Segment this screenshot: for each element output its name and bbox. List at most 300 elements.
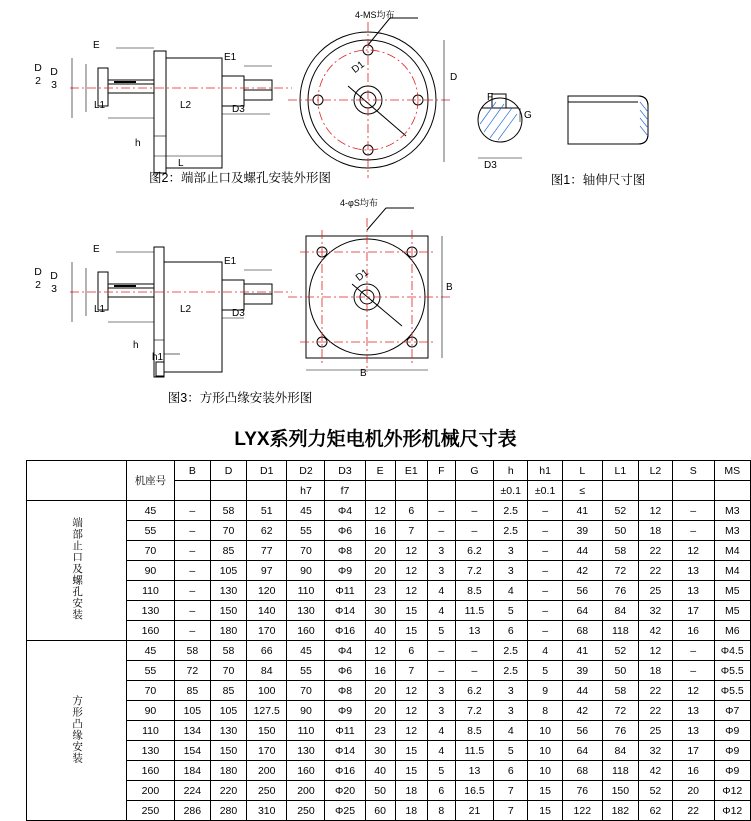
cell-e1: 12 bbox=[395, 541, 427, 561]
cell-h: 4 bbox=[494, 721, 528, 741]
cell-h: 2.5 bbox=[494, 521, 528, 541]
cell-l: 44 bbox=[562, 681, 602, 701]
table-row bbox=[27, 741, 751, 761]
cell-d2: 45 bbox=[287, 641, 325, 661]
cell-d: 58 bbox=[210, 501, 246, 521]
cell-d2: 250 bbox=[287, 801, 325, 821]
cell-h1: 4 bbox=[528, 641, 562, 661]
label-d-fig2: D bbox=[450, 72, 458, 83]
cell-机座号: 55 bbox=[127, 661, 175, 681]
cell-e1: 12 bbox=[395, 561, 427, 581]
cell-s: 13 bbox=[672, 581, 714, 601]
cell-l2: 22 bbox=[638, 681, 672, 701]
cell-d1: 100 bbox=[247, 681, 287, 701]
cell-ms: Φ7 bbox=[714, 701, 751, 721]
cell-s: 16 bbox=[672, 621, 714, 641]
table-row bbox=[27, 721, 751, 741]
cell-f: 5 bbox=[427, 761, 455, 781]
cell-机座号: 110 bbox=[127, 581, 175, 601]
cell-d: 85 bbox=[210, 541, 246, 561]
cell-d: 130 bbox=[210, 581, 246, 601]
th-group-col bbox=[27, 461, 127, 501]
th-g: G bbox=[455, 461, 493, 481]
cell-d2: 200 bbox=[287, 781, 325, 801]
sub-b bbox=[174, 481, 210, 501]
cell-e: 30 bbox=[365, 601, 395, 621]
cell-l1: 118 bbox=[602, 621, 638, 641]
th-e1: E1 bbox=[395, 461, 427, 481]
cell-l: 42 bbox=[562, 561, 602, 581]
cell-l: 56 bbox=[562, 581, 602, 601]
sub-l1 bbox=[602, 481, 638, 501]
cell-b: – bbox=[174, 601, 210, 621]
cell-e: 12 bbox=[365, 641, 395, 661]
cell-d3: Φ16 bbox=[325, 621, 365, 641]
cell-l: 56 bbox=[562, 721, 602, 741]
cell-e: 16 bbox=[365, 521, 395, 541]
figure-2-end-view bbox=[278, 12, 458, 182]
cell-d1: 150 bbox=[247, 721, 287, 741]
cell-d: 105 bbox=[210, 701, 246, 721]
cell-f: 3 bbox=[427, 561, 455, 581]
table-head bbox=[27, 461, 751, 501]
cell-d3: Φ8 bbox=[325, 541, 365, 561]
cell-b: – bbox=[174, 501, 210, 521]
cell-e: 50 bbox=[365, 781, 395, 801]
cell-e1: 18 bbox=[395, 781, 427, 801]
cell-d2: 45 bbox=[287, 501, 325, 521]
table-row bbox=[27, 621, 751, 641]
cell-d1: 170 bbox=[247, 741, 287, 761]
th-d: D bbox=[210, 461, 246, 481]
th-e: E bbox=[365, 461, 395, 481]
cell-s: – bbox=[672, 661, 714, 681]
cell-e: 23 bbox=[365, 721, 395, 741]
cell-ms: Φ9 bbox=[714, 721, 751, 741]
dimension-table-wrap bbox=[26, 460, 751, 821]
cell-s: 22 bbox=[672, 801, 714, 821]
figure-1-caption: 图1：轴伸尺寸图 bbox=[550, 173, 646, 187]
table-row bbox=[27, 781, 751, 801]
cell-g: – bbox=[455, 661, 493, 681]
cell-e: 12 bbox=[365, 501, 395, 521]
th-d3: D3 bbox=[325, 461, 365, 481]
cell-l: 68 bbox=[562, 761, 602, 781]
cell-e: 60 bbox=[365, 801, 395, 821]
cell-h1: – bbox=[528, 621, 562, 641]
cell-h1: 10 bbox=[528, 721, 562, 741]
sub-h: ±0.1 bbox=[494, 481, 528, 501]
label-b-right-fig3: B bbox=[446, 282, 453, 293]
label-b-bottom-fig3: B bbox=[360, 368, 367, 379]
th-h1: h1 bbox=[528, 461, 562, 481]
table-row bbox=[27, 561, 751, 581]
table-title: LYX系列力矩电机外形机械尺寸表 bbox=[234, 429, 517, 450]
cell-h1: – bbox=[528, 581, 562, 601]
cell-f: 4 bbox=[427, 601, 455, 621]
cell-s: 16 bbox=[672, 761, 714, 781]
cell-f: – bbox=[427, 661, 455, 681]
cell-d1: 310 bbox=[247, 801, 287, 821]
cell-ms: M4 bbox=[714, 541, 751, 561]
cell-e: 20 bbox=[365, 541, 395, 561]
cell-e1: 6 bbox=[395, 641, 427, 661]
label-e-fig3: E bbox=[93, 244, 100, 255]
cell-e1: 12 bbox=[395, 721, 427, 741]
cell-l1: 72 bbox=[602, 561, 638, 581]
cell-f: 3 bbox=[427, 681, 455, 701]
cell-d3: Φ25 bbox=[325, 801, 365, 821]
th-b: B bbox=[174, 461, 210, 481]
cell-l1: 84 bbox=[602, 741, 638, 761]
table-row bbox=[27, 761, 751, 781]
cell-f: 8 bbox=[427, 801, 455, 821]
cell-l2: 12 bbox=[638, 501, 672, 521]
cell-d2: 160 bbox=[287, 621, 325, 641]
cell-d: 180 bbox=[210, 761, 246, 781]
cell-s: 17 bbox=[672, 741, 714, 761]
table-row bbox=[27, 661, 751, 681]
sub-f bbox=[427, 481, 455, 501]
cell-s: 13 bbox=[672, 721, 714, 741]
cell-机座号: 70 bbox=[127, 681, 175, 701]
cell-h1: 9 bbox=[528, 681, 562, 701]
cell-l2: 25 bbox=[638, 581, 672, 601]
cell-g: 8.5 bbox=[455, 721, 493, 741]
cell-h1: 15 bbox=[528, 801, 562, 821]
cell-d3: Φ16 bbox=[325, 761, 365, 781]
cell-h: 2.5 bbox=[494, 641, 528, 661]
cell-g: 6.2 bbox=[455, 681, 493, 701]
cell-l1: 58 bbox=[602, 681, 638, 701]
cell-l: 41 bbox=[562, 501, 602, 521]
label-d3b-fig2: D3 bbox=[232, 104, 245, 115]
cell-ms: M4 bbox=[714, 561, 751, 581]
cell-b: 184 bbox=[174, 761, 210, 781]
sub-d2: h7 bbox=[287, 481, 325, 501]
cell-d2: 70 bbox=[287, 681, 325, 701]
cell-l1: 50 bbox=[602, 661, 638, 681]
cell-d1: 140 bbox=[247, 601, 287, 621]
cell-s: 12 bbox=[672, 541, 714, 561]
cell-s: 20 bbox=[672, 781, 714, 801]
cell-h1: – bbox=[528, 601, 562, 621]
cell-ms: Φ9 bbox=[714, 761, 751, 781]
figure-2-caption: 图2：端部止口及螺孔安装外形图 bbox=[149, 171, 331, 185]
cell-l: 41 bbox=[562, 641, 602, 661]
cell-e1: 12 bbox=[395, 701, 427, 721]
th-l: L bbox=[562, 461, 602, 481]
cell-d: 58 bbox=[210, 641, 246, 661]
label-e1-fig2: E1 bbox=[224, 52, 237, 63]
cell-l2: 62 bbox=[638, 801, 672, 821]
cell-l: 39 bbox=[562, 521, 602, 541]
cell-g: – bbox=[455, 501, 493, 521]
cell-h1: 10 bbox=[528, 761, 562, 781]
sub-h1: ±0.1 bbox=[528, 481, 562, 501]
cell-ms: Φ12 bbox=[714, 801, 751, 821]
label-e1-fig3: E1 bbox=[224, 256, 237, 267]
cell-s: 13 bbox=[672, 701, 714, 721]
cell-e1: 7 bbox=[395, 521, 427, 541]
label-l1-fig2: L1 bbox=[94, 100, 106, 111]
cell-s: 12 bbox=[672, 681, 714, 701]
cell-e1: 12 bbox=[395, 581, 427, 601]
cell-h1: – bbox=[528, 521, 562, 541]
table-row bbox=[27, 681, 751, 701]
label-l2-fig3: L2 bbox=[180, 304, 192, 315]
label-d3b-fig3: D3 bbox=[232, 308, 245, 319]
cell-f: – bbox=[427, 501, 455, 521]
dimension-table bbox=[26, 460, 751, 821]
th-d1: D1 bbox=[247, 461, 287, 481]
cell-h: 7 bbox=[494, 801, 528, 821]
cell-d1: 66 bbox=[247, 641, 287, 661]
th-s: S bbox=[672, 461, 714, 481]
table-row bbox=[27, 641, 751, 661]
cell-ms: M3 bbox=[714, 521, 751, 541]
label-e-fig2: E bbox=[93, 40, 100, 51]
cell-h: 5 bbox=[494, 601, 528, 621]
cell-l: 68 bbox=[562, 621, 602, 641]
cell-机座号: 160 bbox=[127, 621, 175, 641]
label-l1-fig3: L1 bbox=[94, 304, 106, 315]
table-row bbox=[27, 501, 751, 521]
cell-b: – bbox=[174, 621, 210, 641]
cell-g: 11.5 bbox=[455, 741, 493, 761]
cell-d: 150 bbox=[210, 741, 246, 761]
cell-g: 7.2 bbox=[455, 701, 493, 721]
cell-l1: 76 bbox=[602, 721, 638, 741]
cell-b: 105 bbox=[174, 701, 210, 721]
cell-g: 13 bbox=[455, 621, 493, 641]
label-d2-fig2: D2 bbox=[32, 62, 45, 88]
cell-e1: 15 bbox=[395, 621, 427, 641]
cell-b: 286 bbox=[174, 801, 210, 821]
cell-h: 4 bbox=[494, 581, 528, 601]
cell-d3: Φ8 bbox=[325, 681, 365, 701]
cell-l: 39 bbox=[562, 661, 602, 681]
cell-h1: – bbox=[528, 501, 562, 521]
cell-d2: 90 bbox=[287, 561, 325, 581]
cell-d3: Φ14 bbox=[325, 741, 365, 761]
sub-l: ≤ bbox=[562, 481, 602, 501]
table-row bbox=[27, 701, 751, 721]
sub-d3: f7 bbox=[325, 481, 365, 501]
cell-d1: 77 bbox=[247, 541, 287, 561]
cell-g: 7.2 bbox=[455, 561, 493, 581]
figure-2-side-view bbox=[30, 18, 300, 178]
cell-d2: 90 bbox=[287, 701, 325, 721]
cell-l1: 182 bbox=[602, 801, 638, 821]
label-h1-fig3: h1 bbox=[152, 352, 164, 363]
cell-d1: 97 bbox=[247, 561, 287, 581]
label-d1-fig2: D1 bbox=[349, 59, 367, 76]
cell-e: 20 bbox=[365, 681, 395, 701]
cell-h: 3 bbox=[494, 681, 528, 701]
cell-l2: 42 bbox=[638, 761, 672, 781]
cell-h: 7 bbox=[494, 781, 528, 801]
cell-d: 280 bbox=[210, 801, 246, 821]
cell-h: 2.5 bbox=[494, 661, 528, 681]
cell-d1: 120 bbox=[247, 581, 287, 601]
cell-f: 5 bbox=[427, 621, 455, 641]
cell-h1: 8 bbox=[528, 701, 562, 721]
cell-s: – bbox=[672, 501, 714, 521]
figure-3-caption: 图3：方形凸缘安装外形图 bbox=[167, 391, 313, 405]
cell-d2: 160 bbox=[287, 761, 325, 781]
cell-d3: Φ20 bbox=[325, 781, 365, 801]
cell-机座号: 45 bbox=[127, 501, 175, 521]
cell-d3: Φ14 bbox=[325, 601, 365, 621]
cell-d: 85 bbox=[210, 681, 246, 701]
table-body bbox=[27, 501, 751, 821]
cell-机座号: 90 bbox=[127, 561, 175, 581]
cell-s: 17 bbox=[672, 601, 714, 621]
cell-b: 85 bbox=[174, 681, 210, 701]
cell-机座号: 45 bbox=[127, 641, 175, 661]
th-h: h bbox=[494, 461, 528, 481]
cell-机座号: 130 bbox=[127, 601, 175, 621]
cell-b: 224 bbox=[174, 781, 210, 801]
cell-d2: 130 bbox=[287, 741, 325, 761]
note-4s: 4-φS均布 bbox=[340, 198, 378, 208]
cell-h: 3 bbox=[494, 561, 528, 581]
cell-d2: 110 bbox=[287, 581, 325, 601]
cell-b: – bbox=[174, 521, 210, 541]
label-h-fig3: h bbox=[133, 340, 139, 351]
cell-d3: Φ6 bbox=[325, 521, 365, 541]
cell-d3: Φ9 bbox=[325, 561, 365, 581]
cell-机座号: 90 bbox=[127, 701, 175, 721]
cell-d: 180 bbox=[210, 621, 246, 641]
cell-l1: 118 bbox=[602, 761, 638, 781]
cell-l2: 25 bbox=[638, 721, 672, 741]
group-label-end-mount: 端部止口及螺孔安装 bbox=[27, 501, 127, 641]
label-f-fig1: F bbox=[487, 92, 494, 103]
table-row bbox=[27, 541, 751, 561]
th-ms: MS bbox=[714, 461, 751, 481]
cell-h: 2.5 bbox=[494, 501, 528, 521]
cell-ms: Φ5.5 bbox=[714, 681, 751, 701]
cell-b: 154 bbox=[174, 741, 210, 761]
cell-f: 3 bbox=[427, 701, 455, 721]
cell-b: 72 bbox=[174, 661, 210, 681]
cell-l1: 150 bbox=[602, 781, 638, 801]
cell-e: 16 bbox=[365, 661, 395, 681]
cell-e: 20 bbox=[365, 561, 395, 581]
cell-h1: 5 bbox=[528, 661, 562, 681]
cell-l2: 12 bbox=[638, 641, 672, 661]
cell-l2: 22 bbox=[638, 541, 672, 561]
cell-e: 40 bbox=[365, 621, 395, 641]
cell-d: 150 bbox=[210, 601, 246, 621]
cell-d: 220 bbox=[210, 781, 246, 801]
cell-h: 3 bbox=[494, 701, 528, 721]
cell-l2: 32 bbox=[638, 601, 672, 621]
cell-h: 6 bbox=[494, 621, 528, 641]
label-d3-fig1: D3 bbox=[484, 160, 497, 171]
cell-h1: 15 bbox=[528, 781, 562, 801]
cell-l: 64 bbox=[562, 601, 602, 621]
group-label-square-flange: 方形凸缘安装 bbox=[27, 641, 127, 821]
cell-g: 6.2 bbox=[455, 541, 493, 561]
cell-l1: 58 bbox=[602, 541, 638, 561]
cell-d1: 84 bbox=[247, 661, 287, 681]
cell-d1: 200 bbox=[247, 761, 287, 781]
th-l1: L1 bbox=[602, 461, 638, 481]
cell-f: 3 bbox=[427, 541, 455, 561]
cell-d3: Φ11 bbox=[325, 581, 365, 601]
cell-l2: 18 bbox=[638, 521, 672, 541]
cell-f: 4 bbox=[427, 581, 455, 601]
cell-d1: 51 bbox=[247, 501, 287, 521]
cell-g: 13 bbox=[455, 761, 493, 781]
cell-l: 44 bbox=[562, 541, 602, 561]
cell-e1: 15 bbox=[395, 761, 427, 781]
label-l2-fig2: L2 bbox=[180, 100, 192, 111]
label-d2-fig3: D2 bbox=[32, 266, 45, 292]
sub-ms bbox=[714, 481, 751, 501]
label-g-fig1: G bbox=[524, 110, 532, 121]
cell-h1: 10 bbox=[528, 741, 562, 761]
cell-b: – bbox=[174, 561, 210, 581]
cell-d2: 55 bbox=[287, 661, 325, 681]
cell-s: – bbox=[672, 521, 714, 541]
cell-h1: – bbox=[528, 561, 562, 581]
cell-l1: 52 bbox=[602, 501, 638, 521]
cell-h: 3 bbox=[494, 541, 528, 561]
cell-e1: 15 bbox=[395, 601, 427, 621]
cell-b: 58 bbox=[174, 641, 210, 661]
cell-s: 13 bbox=[672, 561, 714, 581]
cell-e1: 18 bbox=[395, 801, 427, 821]
cell-d2: 130 bbox=[287, 601, 325, 621]
cell-d1: 127.5 bbox=[247, 701, 287, 721]
cell-ms: Φ5.5 bbox=[714, 661, 751, 681]
th-jizuohao: 机座号 bbox=[127, 461, 175, 501]
cell-l1: 84 bbox=[602, 601, 638, 621]
cell-d3: Φ11 bbox=[325, 721, 365, 741]
cell-e: 40 bbox=[365, 761, 395, 781]
cell-l: 122 bbox=[562, 801, 602, 821]
cell-d1: 170 bbox=[247, 621, 287, 641]
cell-g: – bbox=[455, 641, 493, 661]
cell-g: 11.5 bbox=[455, 601, 493, 621]
cell-d: 130 bbox=[210, 721, 246, 741]
cell-g: 8.5 bbox=[455, 581, 493, 601]
cell-d2: 110 bbox=[287, 721, 325, 741]
table-row bbox=[27, 521, 751, 541]
cell-g: 21 bbox=[455, 801, 493, 821]
th-l2: L2 bbox=[638, 461, 672, 481]
figure-3-side-view bbox=[30, 222, 300, 382]
sub-d bbox=[210, 481, 246, 501]
label-l-fig2: L bbox=[178, 158, 184, 169]
cell-l2: 22 bbox=[638, 561, 672, 581]
cell-l1: 50 bbox=[602, 521, 638, 541]
sub-l2 bbox=[638, 481, 672, 501]
sub-e1 bbox=[395, 481, 427, 501]
cell-f: 6 bbox=[427, 781, 455, 801]
table-row bbox=[27, 601, 751, 621]
cell-机座号: 130 bbox=[127, 741, 175, 761]
cell-ms: M6 bbox=[714, 621, 751, 641]
th-f: F bbox=[427, 461, 455, 481]
figure-3-end-view bbox=[282, 200, 472, 375]
cell-l: 64 bbox=[562, 741, 602, 761]
cell-d: 105 bbox=[210, 561, 246, 581]
